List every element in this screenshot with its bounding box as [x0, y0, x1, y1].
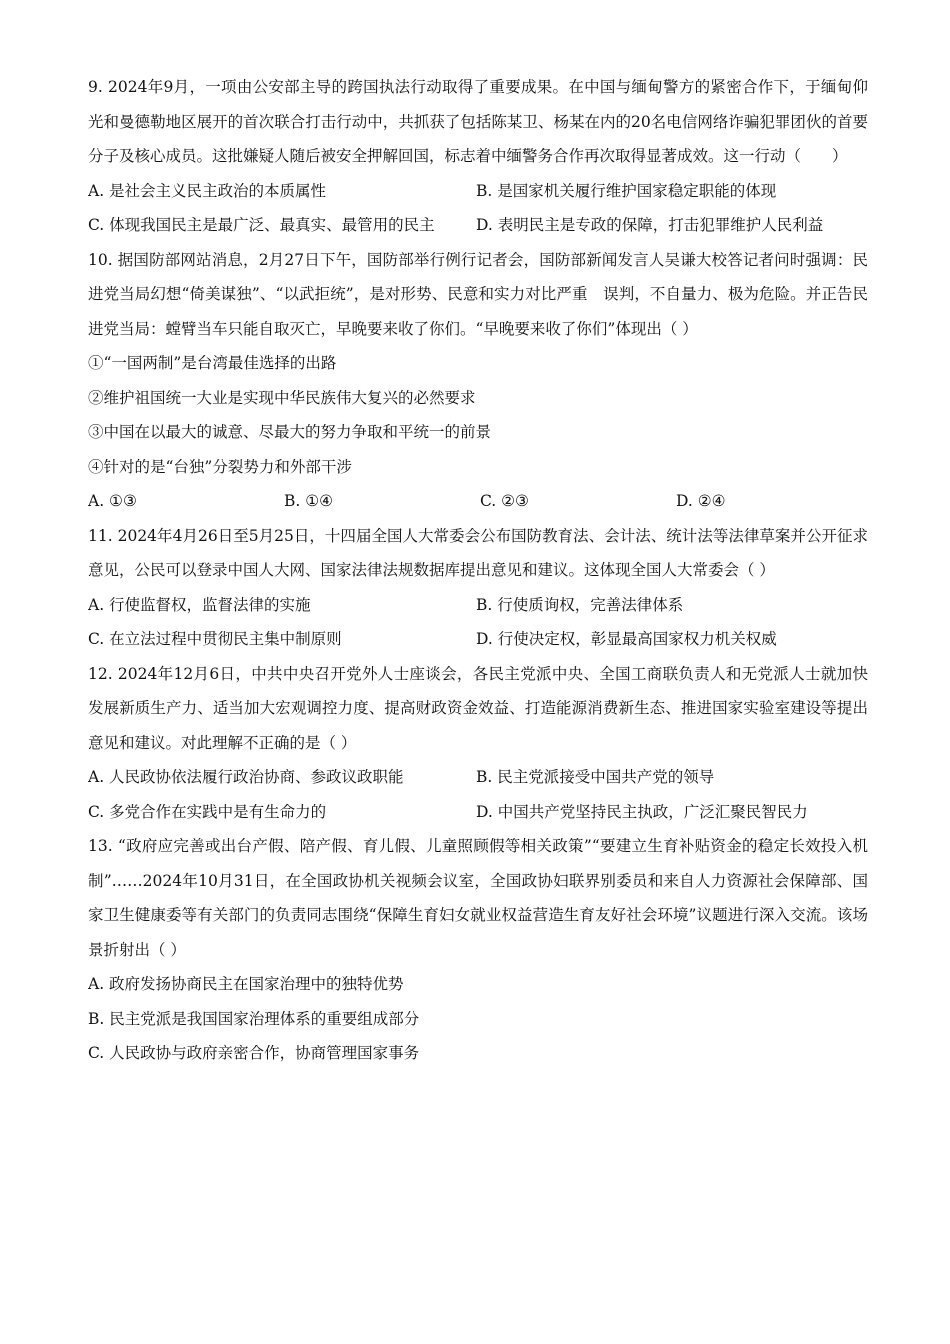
option-c: C. 人民政协与政府亲密合作，协商管理国家事务	[88, 1044, 420, 1062]
option-d: D. ②④	[676, 492, 726, 510]
option-b: B. 是国家机关履行维护国家稳定职能的体现	[476, 181, 777, 200]
option-d: D. 表明民主是专政的保障，打击犯罪维护人民利益	[476, 216, 824, 234]
option-b: B. 行使质询权，完善法律体系	[476, 595, 684, 614]
question-11	[88, 519, 868, 657]
option-c: C. 体现我国民主是最广泛、最真实、最管用的民主	[88, 216, 435, 234]
option-grid	[88, 588, 868, 657]
option-a: A. 政府发扬协商民主在国家治理中的独特优势	[88, 975, 404, 993]
option-a: A. 是社会主义民主政治的本质属性	[88, 181, 327, 200]
question-stem: 11. 2024年4月26日至5月25日，十四届全国人大常委会公布国防教育法、会计法、统计法等法律草案并公开征求意见，公民可以登录中国人大网、国家法律法规数据库提出意见和建议。这体现全国人大常委会（ ）	[88, 526, 868, 579]
option-b: B. ①④	[284, 492, 334, 510]
option-list	[88, 967, 868, 1071]
question-13	[88, 829, 868, 1071]
question-stem: 10. 据国防部网站消息，2月27日下午，国防部举行例行记者会，国防部新闻发言人吴谦大校答记者问时强调：民进党当局幻想“倚美谋独”、“以武拒统”，是对形势、民意和实力对比严重 误判，不自量力、极为危险。并正告民进党当局：螳臂当车只能自取灭亡，早晚要来收了你们。“早晚要来收了你们”体现出（ ）	[88, 250, 868, 338]
option-c: C. ②③	[480, 492, 529, 510]
question-stem: 13. “政府应完善或出台产假、陪产假、育儿假、儿童照顾假等相关政策”“要建立生育补贴资金的稳定长效投入机制”……2024年10月31日，在全国政协机关视频会议室，全国政协妇联界别委员和来自人力资源社会保障部、国家卫生健康委等有关部门的负责同志围绕“保障生育妇女就业权益营造生育友好社会环境”议题进行深入交流。该场景折射出（ ）	[88, 837, 868, 959]
statement-1: ①“一国两制”是台湾最佳选择的出路	[88, 354, 337, 372]
option-row	[88, 484, 868, 519]
statement-4: ④针对的是“台独”分裂势力和外部干涉	[88, 457, 352, 476]
option-a: A. 人民政协依法履行政治协商、参政议政职能	[88, 768, 404, 786]
question-12	[88, 657, 868, 830]
exam-page	[88, 70, 868, 1071]
option-a: A. ①③	[88, 492, 137, 510]
question-stem: 12. 2024年12月6日，中共中央召开党外人士座谈会，各民主党派中央、全国工商联负责人和无党派人士就加快发展新质生产力、适当加大宏观调控力度、提高财政资金效益、打造能源消费新生态、推进国家实验室建设等提出意见和建议。对此理解不正确的是（ ）	[88, 664, 868, 752]
option-b: B. 民主党派是我国国家治理体系的重要组成部分	[88, 1009, 420, 1028]
option-d: D. 行使决定权，彰显最高国家权力机关权威	[476, 630, 777, 648]
statement-2: ②维护祖国统一大业是实现中华民族伟大复兴的必然要求	[88, 388, 476, 407]
option-grid	[88, 174, 868, 243]
question-10	[88, 243, 868, 519]
option-grid	[88, 760, 868, 829]
option-b: B. 民主党派接受中国共产党的领导	[476, 768, 715, 786]
option-c: C. 在立法过程中贯彻民主集中制原则	[88, 630, 342, 648]
question-stem: 9. 2024年9月，一项由公安部主导的跨国执法行动取得了重要成果。在中国与缅甸警方的紧密合作下，于缅甸仰光和曼德勒地区展开的首次联合打击行动中，共抓获了包括陈某卫、杨某在内的20名电信网络诈骗犯罪团伙的首要分子及核心成员。这批嫌疑人随后被安全押解回国，标志着中缅警务合作再次取得显著成效。这一行动（ ）	[88, 78, 868, 165]
statement-3: ③中国在以最大的诚意、尽最大的努力争取和平统一的前景	[88, 423, 492, 441]
question-9	[88, 70, 868, 243]
option-c: C. 多党合作在实践中是有生命力的	[88, 802, 327, 821]
option-d: D. 中国共产党坚持民主执政，广泛汇聚民智民力	[476, 802, 808, 821]
option-a: A. 行使监督权，监督法律的实施	[88, 595, 311, 614]
